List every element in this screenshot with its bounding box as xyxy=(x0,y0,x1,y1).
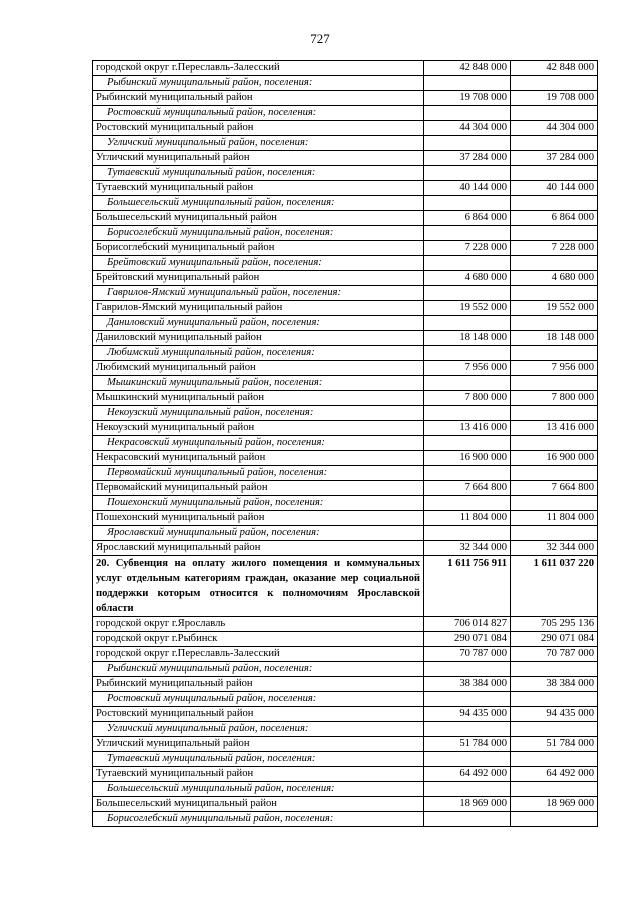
row-name: городской округ г.Рыбинск xyxy=(93,632,424,647)
value-cell-2 xyxy=(511,662,598,677)
value-cell-1: 1 611 756 911 xyxy=(424,556,511,617)
subheader-row xyxy=(93,782,598,797)
row-name: Большесельский муниципальный район xyxy=(93,211,424,226)
value-cell-2 xyxy=(511,406,598,421)
table-row xyxy=(93,421,598,436)
value-cell-1: 16 900 000 xyxy=(424,451,511,466)
value-cell-2: 38 384 000 xyxy=(511,677,598,692)
table-row xyxy=(93,151,598,166)
table-row xyxy=(93,632,598,647)
subheader-label: Ростовский муниципальный район, поселения: xyxy=(93,692,424,707)
value-cell-2: 11 804 000 xyxy=(511,511,598,526)
subheader-label: Первомайский муниципальный район, поселения: xyxy=(93,466,424,481)
row-name: Первомайский муниципальный район xyxy=(93,481,424,496)
value-cell-2: 13 416 000 xyxy=(511,421,598,436)
budget-table xyxy=(92,60,598,827)
subheader-row xyxy=(93,76,598,91)
row-name: городской округ г.Переславль-Залесский xyxy=(93,647,424,662)
value-cell-1: 70 787 000 xyxy=(424,647,511,662)
row-name: Тутаевский муниципальный район xyxy=(93,181,424,196)
table-row xyxy=(93,797,598,812)
value-cell-1 xyxy=(424,376,511,391)
subheader-label: Некрасовский муниципальный район, поселения: xyxy=(93,436,424,451)
row-name: Угличский муниципальный район xyxy=(93,737,424,752)
value-cell-1: 19 708 000 xyxy=(424,91,511,106)
table-row xyxy=(93,451,598,466)
subheader-row xyxy=(93,436,598,451)
value-cell-1: 7 956 000 xyxy=(424,361,511,376)
value-cell-1 xyxy=(424,752,511,767)
value-cell-1 xyxy=(424,316,511,331)
row-name: городской округ г.Ярославль xyxy=(93,617,424,632)
subheader-label: Брейтовский муниципальный район, поселения: xyxy=(93,256,424,271)
row-name: 20. Субвенция на оплату жилого помещения и коммунальных услуг отдельным категориям граждан, оказание мер социальной поддержки которым относится к полномочиям Ярославской области xyxy=(93,556,424,617)
value-cell-1: 13 416 000 xyxy=(424,421,511,436)
page-number: 727 xyxy=(310,31,330,46)
value-cell-2 xyxy=(511,752,598,767)
subheader-label: Борисоглебский муниципальный район, поселения: xyxy=(93,226,424,241)
subheader-label: Гаврилов-Ямский муниципальный район, поселения: xyxy=(93,286,424,301)
value-cell-2 xyxy=(511,76,598,91)
subheader-row xyxy=(93,406,598,421)
value-cell-2: 1 611 037 220 xyxy=(511,556,598,617)
row-name: Мышкинский муниципальный район xyxy=(93,391,424,406)
value-cell-1: 94 435 000 xyxy=(424,707,511,722)
value-cell-1 xyxy=(424,196,511,211)
row-name: Рыбинский муниципальный район xyxy=(93,91,424,106)
value-cell-1 xyxy=(424,256,511,271)
value-cell-1: 290 071 084 xyxy=(424,632,511,647)
subheader-label: Угличский муниципальный район, поселения: xyxy=(93,722,424,737)
value-cell-2: 37 284 000 xyxy=(511,151,598,166)
subheader-row xyxy=(93,812,598,827)
value-cell-1: 7 228 000 xyxy=(424,241,511,256)
table-row xyxy=(93,361,598,376)
value-cell-2 xyxy=(511,346,598,361)
value-cell-1 xyxy=(424,76,511,91)
value-cell-1: 18 148 000 xyxy=(424,331,511,346)
table-row xyxy=(93,241,598,256)
value-cell-1: 37 284 000 xyxy=(424,151,511,166)
subheader-label: Пошехонский муниципальный район, поселения: xyxy=(93,496,424,511)
row-name: Ростовский муниципальный район xyxy=(93,707,424,722)
value-cell-2: 42 848 000 xyxy=(511,61,598,76)
value-cell-2: 40 144 000 xyxy=(511,181,598,196)
subheader-label: Борисоглебский муниципальный район, поселения: xyxy=(93,812,424,827)
subheader-row xyxy=(93,466,598,481)
value-cell-2 xyxy=(511,466,598,481)
value-cell-1 xyxy=(424,436,511,451)
value-cell-2 xyxy=(511,526,598,541)
row-name: Некрасовский муниципальный район xyxy=(93,451,424,466)
table-row xyxy=(93,211,598,226)
value-cell-1: 19 552 000 xyxy=(424,301,511,316)
row-name: Некоузский муниципальный район xyxy=(93,421,424,436)
value-cell-1: 706 014 827 xyxy=(424,617,511,632)
value-cell-1: 32 344 000 xyxy=(424,541,511,556)
row-name: Гаврилов-Ямский муниципальный район xyxy=(93,301,424,316)
value-cell-2 xyxy=(511,496,598,511)
subheader-label: Рыбинский муниципальный район, поселения: xyxy=(93,662,424,677)
value-cell-1: 42 848 000 xyxy=(424,61,511,76)
row-name: городской округ г.Переславль-Залесский xyxy=(93,61,424,76)
value-cell-1 xyxy=(424,662,511,677)
subheader-label: Тутаевский муниципальный район, поселения: xyxy=(93,752,424,767)
subheader-label: Тутаевский муниципальный район, поселения: xyxy=(93,166,424,181)
value-cell-2: 19 552 000 xyxy=(511,301,598,316)
value-cell-2: 64 492 000 xyxy=(511,767,598,782)
value-cell-1 xyxy=(424,526,511,541)
table-row xyxy=(93,737,598,752)
subheader-row xyxy=(93,106,598,121)
row-name: Любимский муниципальный район xyxy=(93,361,424,376)
subheader-row xyxy=(93,662,598,677)
value-cell-1 xyxy=(424,106,511,121)
subheader-row xyxy=(93,376,598,391)
value-cell-2: 290 071 084 xyxy=(511,632,598,647)
value-cell-1 xyxy=(424,812,511,827)
subheader-row xyxy=(93,286,598,301)
subheader-row xyxy=(93,526,598,541)
value-cell-1: 7 800 000 xyxy=(424,391,511,406)
budget-table-body xyxy=(93,61,598,827)
value-cell-1 xyxy=(424,496,511,511)
value-cell-2 xyxy=(511,722,598,737)
row-name: Угличский муниципальный район xyxy=(93,151,424,166)
value-cell-2 xyxy=(511,136,598,151)
subheader-row xyxy=(93,166,598,181)
value-cell-1: 64 492 000 xyxy=(424,767,511,782)
value-cell-1 xyxy=(424,136,511,151)
table-row xyxy=(93,541,598,556)
subheader-label: Ярославский муниципальный район, поселения: xyxy=(93,526,424,541)
row-name: Даниловский муниципальный район xyxy=(93,331,424,346)
value-cell-1 xyxy=(424,166,511,181)
value-cell-1: 38 384 000 xyxy=(424,677,511,692)
value-cell-2 xyxy=(511,376,598,391)
value-cell-1 xyxy=(424,226,511,241)
value-cell-2: 6 864 000 xyxy=(511,211,598,226)
value-cell-2: 51 784 000 xyxy=(511,737,598,752)
value-cell-1: 4 680 000 xyxy=(424,271,511,286)
subheader-label: Рыбинский муниципальный район, поселения: xyxy=(93,76,424,91)
value-cell-2: 32 344 000 xyxy=(511,541,598,556)
subheader-row xyxy=(93,496,598,511)
value-cell-1: 51 784 000 xyxy=(424,737,511,752)
row-name: Брейтовский муниципальный район xyxy=(93,271,424,286)
value-cell-2: 18 148 000 xyxy=(511,331,598,346)
value-cell-1 xyxy=(424,466,511,481)
value-cell-1: 18 969 000 xyxy=(424,797,511,812)
value-cell-2: 18 969 000 xyxy=(511,797,598,812)
row-name: Борисоглебский муниципальный район xyxy=(93,241,424,256)
value-cell-2: 4 680 000 xyxy=(511,271,598,286)
value-cell-2 xyxy=(511,106,598,121)
subheader-label: Даниловский муниципальный район, поселения: xyxy=(93,316,424,331)
table-row xyxy=(93,271,598,286)
subheader-label: Мышкинский муниципальный район, поселения: xyxy=(93,376,424,391)
subheader-label: Угличский муниципальный район, поселения: xyxy=(93,136,424,151)
value-cell-2 xyxy=(511,812,598,827)
value-cell-2: 705 295 136 xyxy=(511,617,598,632)
value-cell-2 xyxy=(511,782,598,797)
value-cell-2: 70 787 000 xyxy=(511,647,598,662)
value-cell-1: 6 864 000 xyxy=(424,211,511,226)
value-cell-2 xyxy=(511,256,598,271)
value-cell-1 xyxy=(424,286,511,301)
subheader-row xyxy=(93,752,598,767)
value-cell-1: 44 304 000 xyxy=(424,121,511,136)
table-row xyxy=(93,677,598,692)
subheader-row xyxy=(93,136,598,151)
subheader-row xyxy=(93,226,598,241)
section-row xyxy=(93,556,598,617)
value-cell-1: 11 804 000 xyxy=(424,511,511,526)
value-cell-2 xyxy=(511,436,598,451)
table-row xyxy=(93,481,598,496)
row-name: Пошехонский муниципальный район xyxy=(93,511,424,526)
value-cell-1 xyxy=(424,722,511,737)
row-name: Большесельский муниципальный район xyxy=(93,797,424,812)
subheader-row xyxy=(93,196,598,211)
subheader-label: Некоузский муниципальный район, поселения: xyxy=(93,406,424,421)
value-cell-2 xyxy=(511,166,598,181)
table-row xyxy=(93,767,598,782)
subheader-row xyxy=(93,316,598,331)
table-row xyxy=(93,647,598,662)
value-cell-2 xyxy=(511,692,598,707)
table-row xyxy=(93,301,598,316)
value-cell-2 xyxy=(511,286,598,301)
value-cell-2: 7 956 000 xyxy=(511,361,598,376)
value-cell-2: 7 228 000 xyxy=(511,241,598,256)
value-cell-2: 7 664 800 xyxy=(511,481,598,496)
value-cell-2 xyxy=(511,226,598,241)
value-cell-1 xyxy=(424,346,511,361)
subheader-row xyxy=(93,692,598,707)
table-row xyxy=(93,331,598,346)
table-row xyxy=(93,511,598,526)
row-name: Ярославский муниципальный район xyxy=(93,541,424,556)
row-name: Тутаевский муниципальный район xyxy=(93,767,424,782)
subheader-label: Любимский муниципальный район, поселения: xyxy=(93,346,424,361)
table-row xyxy=(93,91,598,106)
value-cell-2 xyxy=(511,196,598,211)
value-cell-1: 7 664 800 xyxy=(424,481,511,496)
subheader-row xyxy=(93,722,598,737)
value-cell-1 xyxy=(424,692,511,707)
table-row xyxy=(93,61,598,76)
value-cell-1 xyxy=(424,406,511,421)
value-cell-2: 94 435 000 xyxy=(511,707,598,722)
subheader-label: Ростовский муниципальный район, поселения: xyxy=(93,106,424,121)
row-name: Рыбинский муниципальный район xyxy=(93,677,424,692)
table-row xyxy=(93,181,598,196)
value-cell-2: 16 900 000 xyxy=(511,451,598,466)
row-name: Ростовский муниципальный район xyxy=(93,121,424,136)
subheader-row xyxy=(93,346,598,361)
subheader-label: Большесельский муниципальный район, поселения: xyxy=(93,196,424,211)
table-row xyxy=(93,121,598,136)
table-row xyxy=(93,617,598,632)
value-cell-2: 19 708 000 xyxy=(511,91,598,106)
value-cell-1: 40 144 000 xyxy=(424,181,511,196)
value-cell-2: 44 304 000 xyxy=(511,121,598,136)
value-cell-2 xyxy=(511,316,598,331)
value-cell-2: 7 800 000 xyxy=(511,391,598,406)
subheader-label: Большесельский муниципальный район, поселения: xyxy=(93,782,424,797)
table-row xyxy=(93,391,598,406)
subheader-row xyxy=(93,256,598,271)
value-cell-1 xyxy=(424,782,511,797)
table-row xyxy=(93,707,598,722)
